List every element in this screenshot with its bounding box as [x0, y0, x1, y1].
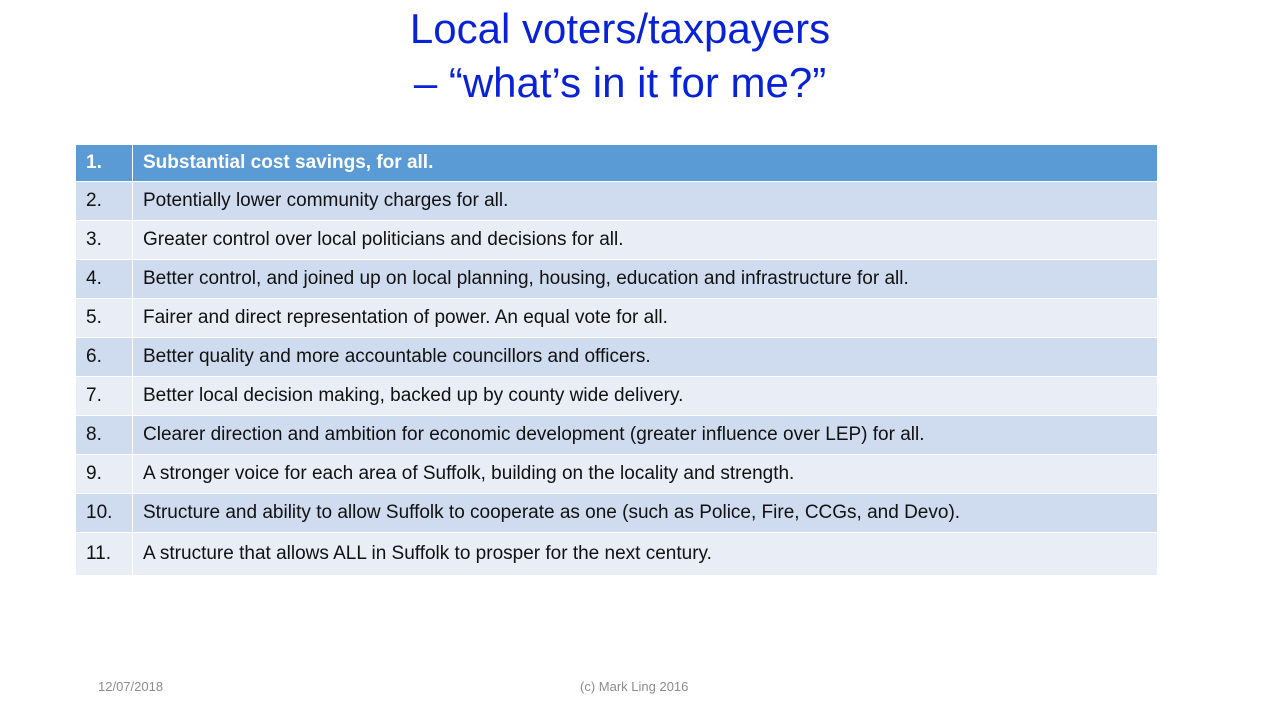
- row-text: Better control, and joined up on local planning, housing, education and infrastructure for all.: [133, 260, 1158, 299]
- row-text: A structure that allows ALL in Suffolk to prosper for the next century.: [133, 533, 1158, 576]
- row-text: Potentially lower community charges for all.: [133, 182, 1158, 221]
- row-text: Clearer direction and ambition for economic development (greater influence over LEP) for all.: [133, 416, 1158, 455]
- benefits-table: [76, 145, 1157, 576]
- row-text: Substantial cost savings, for all.: [133, 145, 1158, 182]
- slide-title-line-2: – “what’s in it for me?”: [413, 59, 827, 106]
- row-number: 5.: [76, 299, 133, 338]
- row-number: 8.: [76, 416, 133, 455]
- table-row: [76, 182, 1157, 221]
- row-text: Greater control over local politicians and decisions for all.: [133, 221, 1158, 260]
- row-text: Better quality and more accountable councillors and officers.: [133, 338, 1158, 377]
- table-row: [76, 299, 1157, 338]
- row-number: 6.: [76, 338, 133, 377]
- row-text: A stronger voice for each area of Suffolk, building on the locality and strength.: [133, 455, 1158, 494]
- table-row: [76, 377, 1157, 416]
- row-number: 11.: [76, 533, 133, 576]
- row-number: 10.: [76, 494, 133, 533]
- row-text: Fairer and direct representation of power. An equal vote for all.: [133, 299, 1158, 338]
- table-row: [76, 494, 1157, 533]
- row-number: 2.: [76, 182, 133, 221]
- slide-title: [300, 2, 940, 110]
- footer-date: 12/07/2018: [98, 679, 164, 694]
- slide-title-line-1: Local voters/taxpayers: [409, 5, 831, 52]
- table-row: [76, 145, 1157, 182]
- row-number: 9.: [76, 455, 133, 494]
- table-row: [76, 455, 1157, 494]
- row-number: 7.: [76, 377, 133, 416]
- row-number: 3.: [76, 221, 133, 260]
- row-number: 1.: [76, 145, 133, 182]
- table-row: [76, 416, 1157, 455]
- footer-copyright: (c) Mark Ling 2016: [580, 679, 689, 694]
- table-row: [76, 338, 1157, 377]
- row-text: Structure and ability to allow Suffolk to cooperate as one (such as Police, Fire, CCGs, and Devo).: [133, 494, 1158, 533]
- row-text: Better local decision making, backed up by county wide delivery.: [133, 377, 1158, 416]
- table-row: [76, 533, 1157, 576]
- table-row: [76, 221, 1157, 260]
- table-row: [76, 260, 1157, 299]
- row-number: 4.: [76, 260, 133, 299]
